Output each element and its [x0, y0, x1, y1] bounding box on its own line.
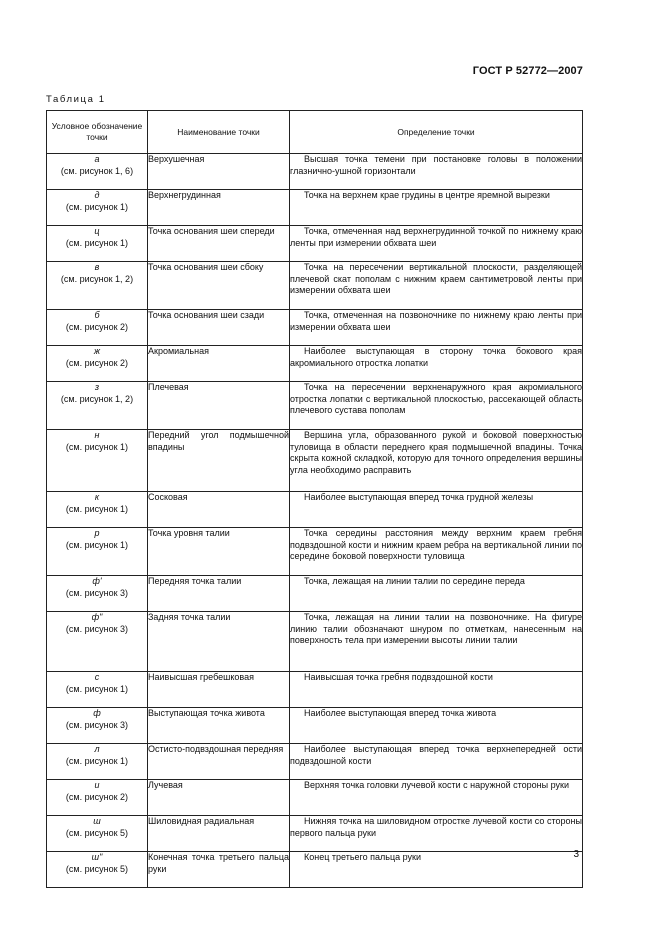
- column-header-name: Наименование точки: [148, 111, 290, 154]
- point-code-cell: [47, 528, 148, 576]
- point-definition-cell: Точка на верхнем крае грудины в центре яремной вырезки: [290, 190, 583, 226]
- point-code-cell: [47, 852, 148, 888]
- table-row: [47, 262, 583, 310]
- table-row: [47, 310, 583, 346]
- point-code-cell: [47, 744, 148, 780]
- point-name-cell: Шиловидная радиальная: [148, 816, 290, 852]
- figure-reference: (см. рисунок 2): [65, 321, 129, 332]
- point-code-cell: [47, 430, 148, 492]
- point-code-cell: [47, 154, 148, 190]
- figure-reference: (см. рисунок 1): [65, 201, 129, 212]
- point-symbol: ф": [91, 612, 103, 622]
- point-symbol: ф: [93, 708, 101, 718]
- point-definition-cell: Нижняя точка на шиловидном отростке лучевой кости со стороны первого пальца руки: [290, 816, 583, 852]
- point-name-cell: Остисто-подвздошная передняя: [148, 744, 290, 780]
- figure-reference: (см. рисунок 1): [65, 539, 129, 550]
- figure-reference: (см. рисунок 1): [65, 503, 129, 514]
- point-name-cell: Лучевая: [148, 780, 290, 816]
- table-row: [47, 382, 583, 430]
- table-row: [47, 672, 583, 708]
- table-row: [47, 852, 583, 888]
- table-header-row: [47, 111, 583, 154]
- point-code-cell: [47, 576, 148, 612]
- point-code-cell: [47, 346, 148, 382]
- table-row: [47, 708, 583, 744]
- point-symbol: з: [94, 382, 100, 392]
- point-name-cell: Конечная точка третьего пальца руки: [148, 852, 290, 888]
- point-code-cell: [47, 612, 148, 672]
- table-row: [47, 576, 583, 612]
- point-code-cell: [47, 262, 148, 310]
- point-name-cell: Верхнегрудинная: [148, 190, 290, 226]
- point-symbol: ц: [94, 226, 100, 236]
- point-definition-cell: Точка на пересечении вертикальной плоскости, разделяющей плечевой скат пополам с нижним краем сантиметровой ленты при измерении обхвата шеи: [290, 262, 583, 310]
- figure-reference: (см. рисунок 3): [65, 623, 129, 634]
- point-code-cell: [47, 780, 148, 816]
- point-definition-cell: Конец третьего пальца руки: [290, 852, 583, 888]
- point-name-cell: Точка основания шеи спереди: [148, 226, 290, 262]
- point-symbol: с: [94, 672, 100, 682]
- document-code: ГОСТ Р 52772—2007: [472, 65, 583, 77]
- point-definition-cell: Высшая точка темени при постановке головы в положении глазнично-ушной горизонтали: [290, 154, 583, 190]
- point-code-cell: [47, 672, 148, 708]
- table-row: [47, 744, 583, 780]
- figure-reference: (см. рисунок 1): [65, 755, 129, 766]
- point-code-cell: [47, 190, 148, 226]
- point-name-cell: Точка уровня талии: [148, 528, 290, 576]
- table-row: [47, 430, 583, 492]
- point-definition-cell: Вершина угла, образованного рукой и боковой поверхностью туловища в области переднего края подмышечной впадины. Точка скрыта кожной складкой, которую для точного определения вершины угла необходимо расправить: [290, 430, 583, 492]
- point-definition-cell: Верхняя точка головки лучевой кости с наружной стороны руки: [290, 780, 583, 816]
- figure-reference: (см. рисунок 1): [65, 683, 129, 694]
- point-definition-cell: Точка середины расстояния между верхним краем гребня подвздошной кости и нижним краем ребра на вертикальной линии по середине боковой поверхности туловища: [290, 528, 583, 576]
- point-symbol: в: [94, 262, 100, 272]
- figure-reference: (см. рисунок 3): [65, 719, 129, 730]
- point-code-cell: [47, 226, 148, 262]
- column-header-definition: Определение точки: [290, 111, 583, 154]
- point-code-cell: [47, 492, 148, 528]
- point-symbol: д: [94, 190, 100, 200]
- table-row: [47, 346, 583, 382]
- figure-reference: (см. рисунок 2): [65, 791, 129, 802]
- point-code-cell: [47, 708, 148, 744]
- table-row: [47, 528, 583, 576]
- figure-reference: (см. рисунок 2): [65, 357, 129, 368]
- point-symbol: л: [94, 744, 100, 754]
- point-symbol: н: [94, 430, 100, 440]
- point-symbol: ш": [91, 852, 103, 862]
- point-name-cell: Наивысшая гребешковая: [148, 672, 290, 708]
- table-body: [47, 154, 583, 888]
- table-row: [47, 780, 583, 816]
- table-row: [47, 612, 583, 672]
- point-definition-cell: Наивысшая точка гребня подвздошной кости: [290, 672, 583, 708]
- point-definition-cell: Наиболее выступающая в сторону точка бокового края акромиального отростка лопатки: [290, 346, 583, 382]
- points-table: [46, 110, 583, 888]
- point-name-cell: Выступающая точка живота: [148, 708, 290, 744]
- point-name-cell: Точка основания шеи сбоку: [148, 262, 290, 310]
- page-number: 3: [573, 849, 579, 860]
- figure-reference: (см. рисунок 1, 6): [60, 165, 134, 176]
- point-name-cell: Плечевая: [148, 382, 290, 430]
- point-definition-cell: Точка, лежащая на линии талии на позвоночнике. На фигуре линию талии обозначают шнуром по отметкам, нанесенным на поверхность тела при измерении высоты линии талии: [290, 612, 583, 672]
- point-name-cell: Сосковая: [148, 492, 290, 528]
- figure-reference: (см. рисунок 1): [65, 237, 129, 248]
- figure-reference: (см. рисунок 5): [65, 827, 129, 838]
- point-symbol: ж: [93, 346, 101, 356]
- point-code-cell: [47, 816, 148, 852]
- point-definition-cell: Точка, лежащая на линии талии по середине переда: [290, 576, 583, 612]
- point-name-cell: Задняя точка талии: [148, 612, 290, 672]
- point-code-cell: [47, 382, 148, 430]
- point-name-cell: Верхушечная: [148, 154, 290, 190]
- point-name-cell: Передняя точка талии: [148, 576, 290, 612]
- table-row: [47, 226, 583, 262]
- point-symbol: и: [94, 780, 100, 790]
- figure-reference: (см. рисунок 3): [65, 587, 129, 598]
- point-symbol: а: [94, 154, 100, 164]
- point-symbol: ф': [92, 576, 102, 586]
- figure-reference: (см. рисунок 1, 2): [60, 273, 134, 284]
- figure-reference: (см. рисунок 1, 2): [60, 393, 134, 404]
- table-row: [47, 492, 583, 528]
- point-symbol: ш: [93, 816, 101, 826]
- point-definition-cell: Наиболее выступающая вперед точка верхнепередней ости подвздошной кости: [290, 744, 583, 780]
- figure-reference: (см. рисунок 5): [65, 863, 129, 874]
- figure-reference: (см. рисунок 1): [65, 441, 129, 452]
- point-symbol: б: [94, 310, 100, 320]
- table-row: [47, 154, 583, 190]
- column-header-code: Условное обозначение точки: [47, 111, 148, 154]
- table-row: [47, 190, 583, 226]
- point-symbol: р: [94, 528, 100, 538]
- point-definition-cell: Точка, отмеченная над верхнегрудинной точкой по нижнему краю ленты при измерении обхвата шеи: [290, 226, 583, 262]
- table-row: [47, 816, 583, 852]
- point-definition-cell: Наиболее выступающая вперед точка грудной железы: [290, 492, 583, 528]
- point-definition-cell: Наиболее выступающая вперед точка живота: [290, 708, 583, 744]
- point-definition-cell: Точка на пересечении верхненаружного края акромиального отростка лопатки с вертикальной плоскостью, рассекающей область плечевого сустава пополам: [290, 382, 583, 430]
- point-symbol: к: [94, 492, 100, 502]
- point-name-cell: Передний угол подмышечной впадины: [148, 430, 290, 492]
- point-code-cell: [47, 310, 148, 346]
- point-name-cell: Акромиальная: [148, 346, 290, 382]
- table-caption: Таблица 1: [46, 94, 106, 105]
- point-definition-cell: Точка, отмеченная на позвоночнике по нижнему краю ленты при измерении обхвата шеи: [290, 310, 583, 346]
- point-name-cell: Точка основания шеи сзади: [148, 310, 290, 346]
